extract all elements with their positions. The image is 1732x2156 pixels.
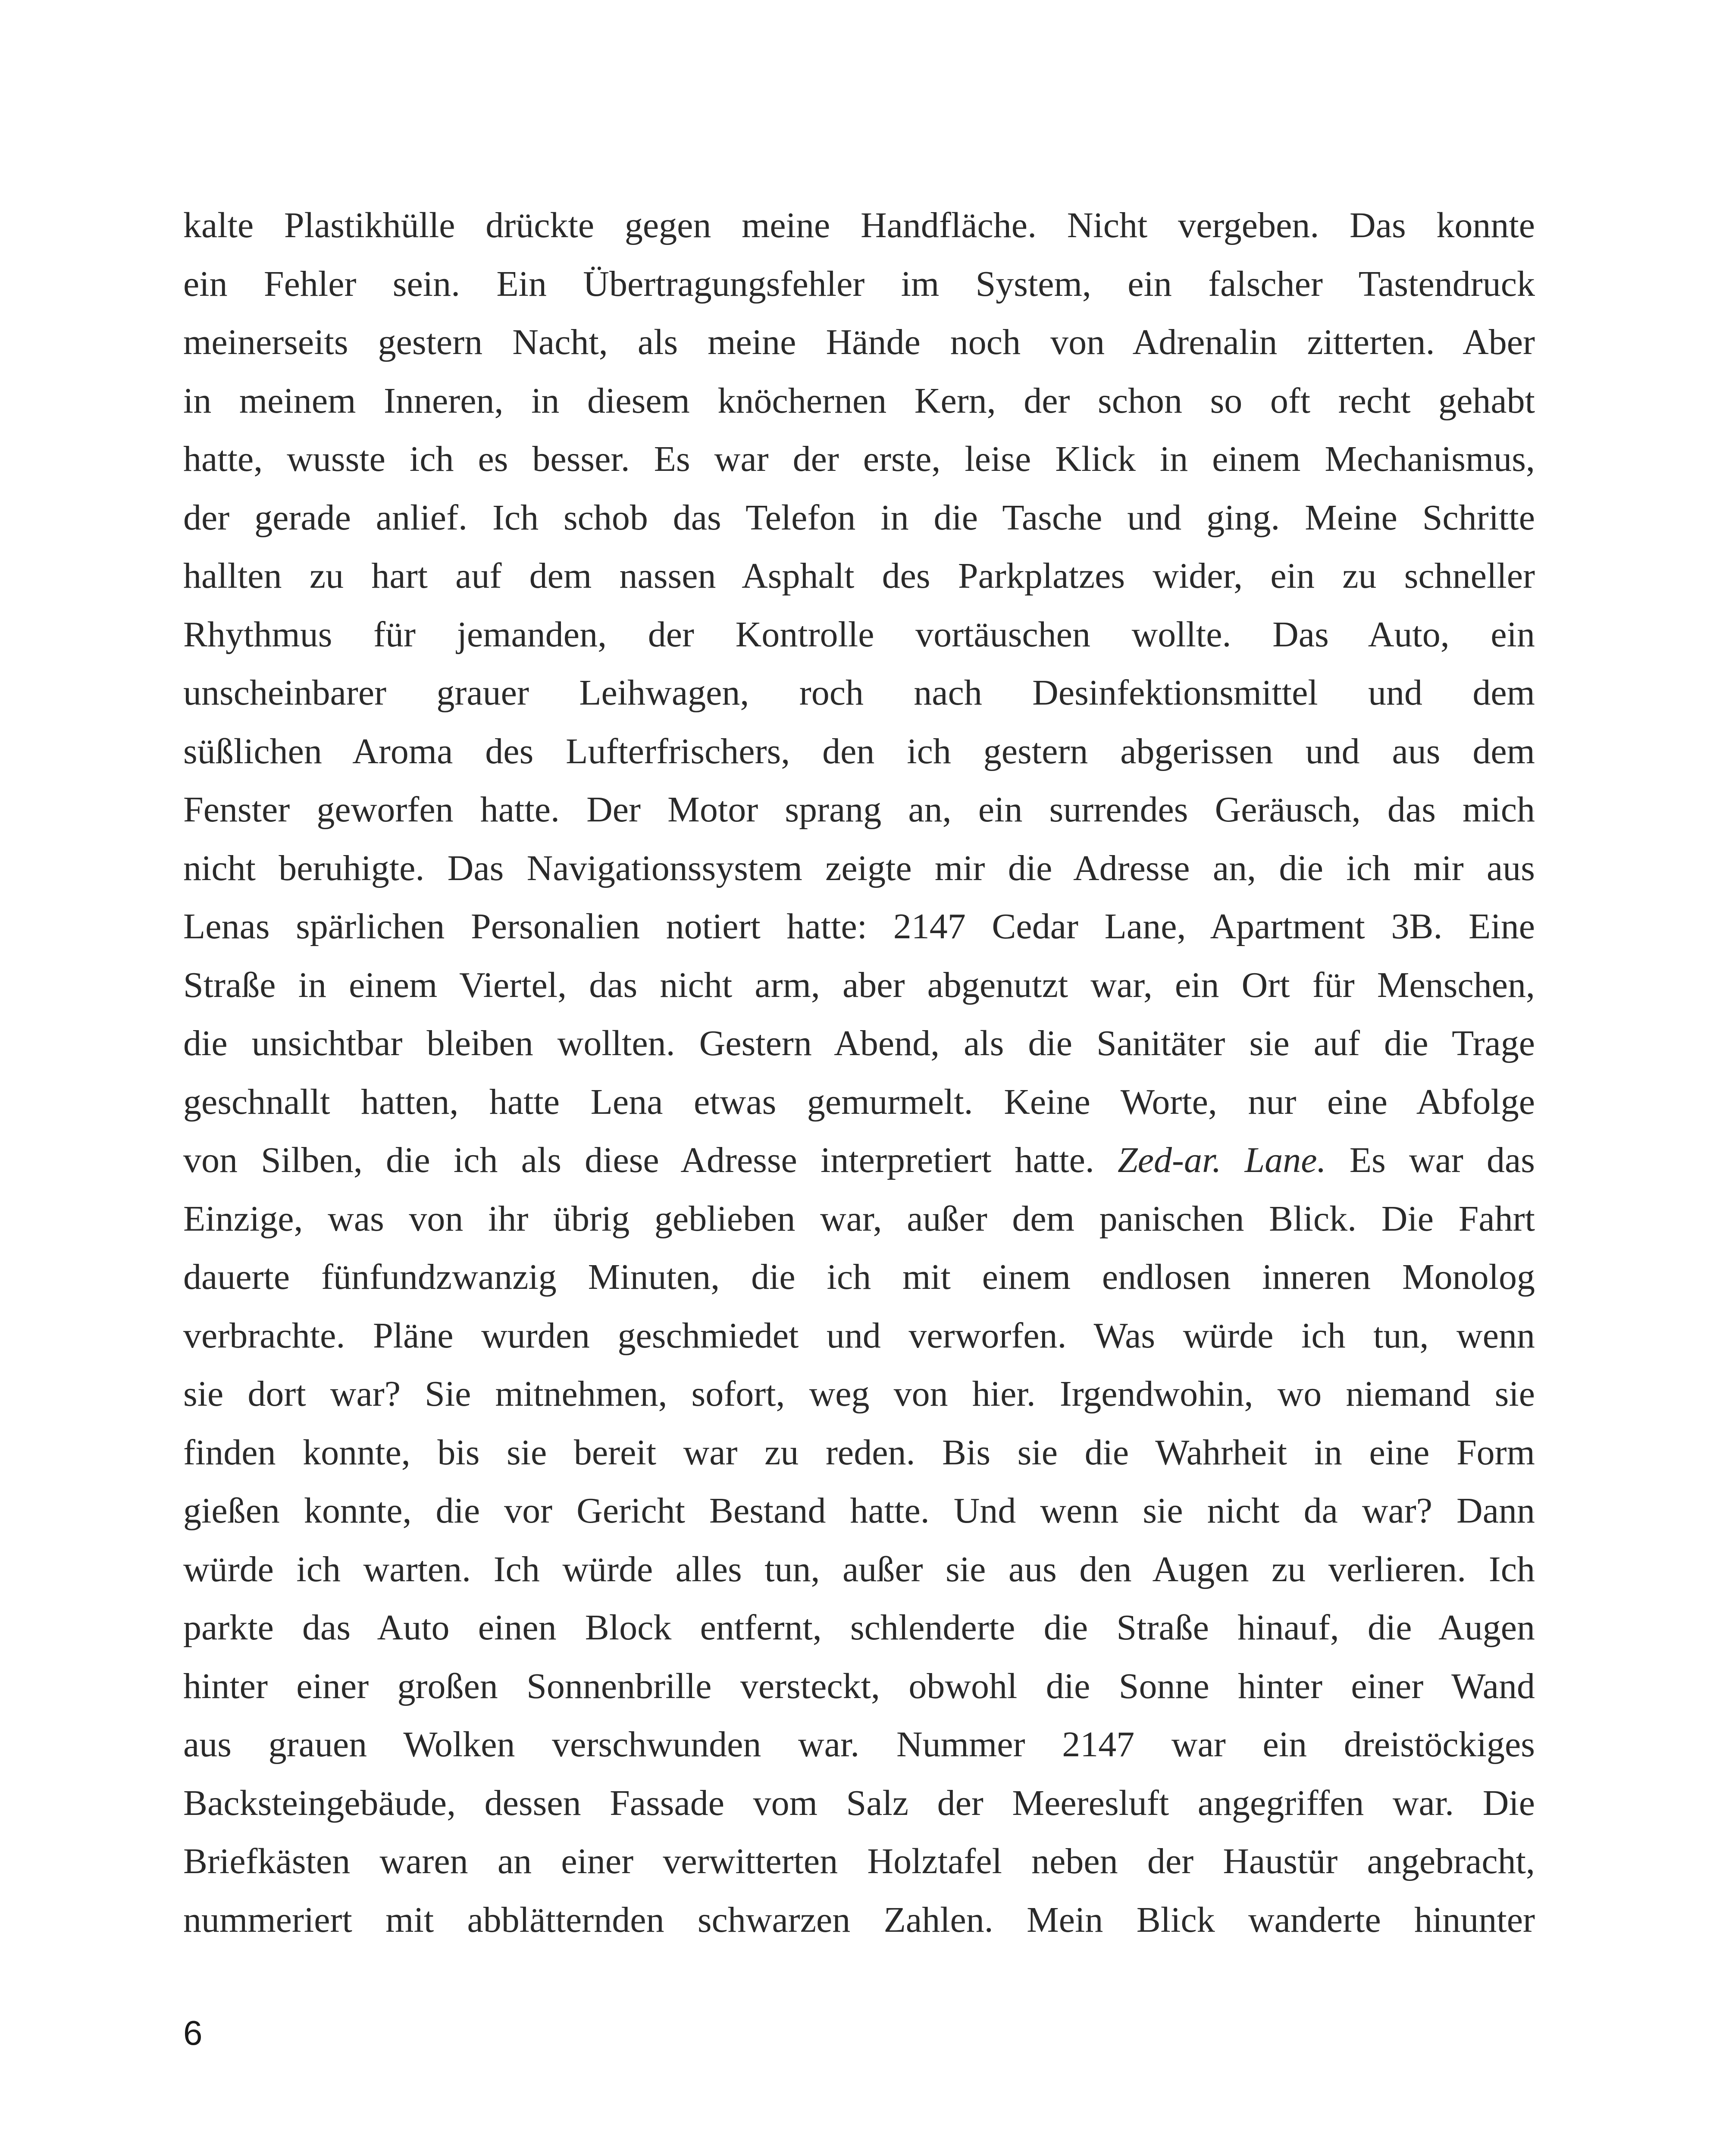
- text-line: finden konnte, bis sie bereit war zu reden. Bis sie die Wahrheit in eine Form: [183, 1432, 1535, 1473]
- text-line: in meinem Inneren, in diesem knöchernen Kern, der schon so oft recht gehabt: [183, 380, 1535, 421]
- text-line: nummeriert mit abblätternden schwarzen Zahlen. Mein Blick wanderte hinunter: [183, 1899, 1535, 1940]
- text-line: aus grauen Wolken verschwunden war. Nummer 2147 war ein dreistöckiges: [183, 1724, 1535, 1764]
- text-line: würde ich warten. Ich würde alles tun, außer sie aus den Augen zu verlieren. Ich: [183, 1549, 1535, 1589]
- text-line: verbrachte. Pläne wurden geschmiedet und verworfen. Was würde ich tun, wenn: [183, 1315, 1535, 1356]
- text-segment: Es war das: [1326, 1140, 1535, 1180]
- text-line: hallten zu hart auf dem nassen Asphalt des Parkplatzes wider, ein zu schneller: [183, 556, 1535, 596]
- text-line: geschnallt hatten, hatte Lena etwas gemurmelt. Keine Worte, nur eine Abfolge: [183, 1081, 1535, 1122]
- text-line: süßlichen Aroma des Lufterfrischers, den ich gestern abgerissen und aus dem: [183, 731, 1535, 771]
- text-line: Einzige, was von ihr übrig geblieben war, außer dem panischen Blick. Die Fahrt: [183, 1198, 1535, 1239]
- italic-text: Zed-ar. Lane.: [1118, 1140, 1326, 1180]
- text-line: sie dort war? Sie mitnehmen, sofort, weg von hier. Irgendwohin, wo niemand sie: [183, 1374, 1535, 1414]
- text-line: Lenas spärlichen Personalien notiert hatte: 2147 Cedar Lane, Apartment 3B. Eine: [183, 906, 1535, 946]
- text-line: Rhythmus für jemanden, der Kontrolle vortäuschen wollte. Das Auto, ein: [183, 614, 1535, 655]
- text-line: Backsteingebäude, dessen Fassade vom Salz der Meeresluft angegriffen war. Die: [183, 1783, 1535, 1823]
- text-line: parkte das Auto einen Block entfernt, schlenderte die Straße hinauf, die Augen: [183, 1608, 1535, 1648]
- text-line: hinter einer großen Sonnenbrille versteckt, obwohl die Sonne hinter einer Wand: [183, 1666, 1535, 1706]
- text-segment: von Silben, die ich als diese Adresse interpretiert hatte.: [183, 1140, 1118, 1180]
- text-line: dauerte fünfundzwanzig Minuten, die ich mit einem endlosen inneren Monolog: [183, 1257, 1535, 1297]
- text-line: kalte Plastikhülle drückte gegen meine Handfläche. Nicht vergeben. Das konnte: [183, 205, 1535, 245]
- text-line: gießen konnte, die vor Gericht Bestand hatte. Und wenn sie nicht da war? Dann: [183, 1491, 1535, 1531]
- text-line-with-italic: [183, 1131, 1535, 1190]
- text-line: der gerade anlief. Ich schob das Telefon in die Tasche und ging. Meine Schritte: [183, 497, 1535, 538]
- text-line: meinerseits gestern Nacht, als meine Hände noch von Adrenalin zitterten. Aber: [183, 322, 1535, 362]
- page-number: 6: [183, 2014, 203, 2052]
- text-line: unscheinbarer grauer Leihwagen, roch nach Desinfektionsmittel und dem: [183, 673, 1535, 713]
- text-line: Briefkästen waren an einer verwitterten Holztafel neben der Haustür angebracht,: [183, 1841, 1535, 1881]
- text-line: ein Fehler sein. Ein Übertragungsfehler im System, ein falscher Tastendruck: [183, 263, 1535, 304]
- body-text: [183, 196, 1535, 1949]
- text-line: Fenster geworfen hatte. Der Motor sprang an, ein surrendes Geräusch, das mich: [183, 790, 1535, 830]
- text-line: die unsichtbar bleiben wollten. Gestern Abend, als die Sanitäter sie auf die Trage: [183, 1023, 1535, 1063]
- text-line: nicht beruhigte. Das Navigationssystem zeigte mir die Adresse an, die ich mir aus: [183, 848, 1535, 888]
- text-line: hatte, wusste ich es besser. Es war der erste, leise Klick in einem Mechanismus,: [183, 439, 1535, 479]
- text-line: Straße in einem Viertel, das nicht arm, aber abgenutzt war, ein Ort für Menschen,: [183, 965, 1535, 1005]
